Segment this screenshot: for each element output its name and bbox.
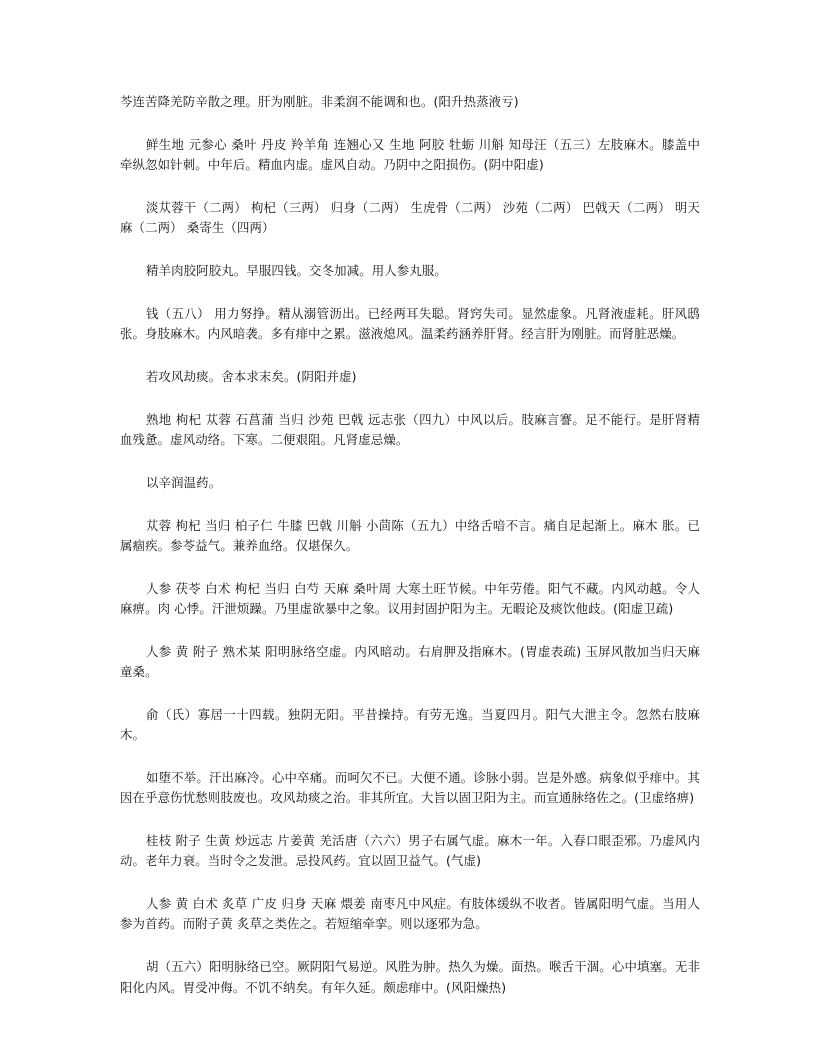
paragraph: 苁蓉 枸杞 当归 柏子仁 牛膝 巴戟 川斛 小茴陈（五九）中络舌喑不言。痛自足起渐上。麻木 胀。已属痼疾。参苓益气。兼养血络。仅堪保久。	[120, 517, 700, 553]
paragraph: 熟地 枸杞 苁蓉 石菖蒲 当归 沙苑 巴戟 远志张（四九）中风以后。肢麻言謇。足不能行。是肝肾精血残惫。虚风动络。下寒。二便艰阻。凡肾虚忌燥。	[120, 411, 700, 447]
paragraph: 人参 茯苓 白术 枸杞 当归 白芍 天麻 桑叶周 大寒土旺节候。中年劳倦。阳气不藏。内风动越。令人麻痹。肉 心悸。汗泄烦躁。乃里虚欲暴中之象。议用封固护阳为主。无暇论及痰饮他歧。(阳虚卫疏)	[120, 580, 700, 616]
paragraph: 如堕不举。汗出麻冷。心中卒痛。而呵欠不已。大便不通。诊脉小弱。岂是外感。病象似乎痱中。其因在乎意伤忧愁则肢废也。攻风劫痰之治。非其所宜。大旨以固卫阳为主。而宣通脉络佐之。(卫虚络痹)	[120, 769, 700, 806]
paragraph: 胡（五六）阳明脉络已空。厥阴阳气易逆。风胜为肿。热久为燥。面热。喉舌干涸。心中填塞。无非阳化内风。胃受冲侮。不饥不纳矣。有年久延。颇虑痱中。(风阳燥热)	[120, 959, 700, 995]
paragraph: 人参 黄 白术 炙草 广皮 归身 天麻 煨姜 南枣凡中风症。有肢体缓纵不收者。皆属阳明气虚。当用人参为首药。而附子黄 炙草之类佐之。若短缩牵挛。则以逐邪为急。	[120, 896, 700, 932]
paragraph: 精羊肉胶阿胶丸。早服四钱。交冬加减。用人参丸服。	[146, 262, 447, 278]
document-body	[120, 92, 700, 1020]
paragraph: 鲜生地 元参心 桑叶 丹皮 羚羊角 连翘心又 生地 阿胶 牡蛎 川斛 知母汪（五三）左肢麻木。膝盖中牵纵忽如针刺。中年后。精血内虚。虚风自动。乃阴中之阳损伤。(阴中阳虚)	[120, 136, 700, 173]
paragraph: 淡苁蓉干（二两） 枸杞（三两） 归身（二两） 生虎骨（二两） 沙苑（二两） 巴戟天（二两） 明天麻（二两） 桑寄生（四两）	[120, 199, 700, 236]
paragraph: 钱（五八） 用力努挣。精从溺管沥出。已经两耳失聪。肾窍失司。显然虚象。凡肾液虚耗。肝风鸱张。身肢麻木。内风暗袭。多有痱中之累。滋液熄风。温柔药涵养肝肾。经言肝为刚脏。而肾脏恶燥。	[120, 305, 700, 342]
paragraph: 芩连苦降羌防辛散之理。肝为刚脏。非柔润不能调和也。(阳升热蒸液亏)	[120, 94, 519, 109]
paragraph: 若攻风劫痰。舍本求末矣。(阴阳并虚)	[146, 368, 357, 384]
paragraph: 人参 黄 附子 熟术某 阳明脉络空虚。内风暗动。右肩胛及指麻木。(胃虚表疏) 玉屏风散加当归天麻童桑。	[120, 643, 700, 680]
paragraph: 俞（氏）寡居一十四载。独阴无阳。平昔操持。有劳无逸。当夏四月。阳气大泄主令。忽然右肢麻木。	[120, 706, 700, 743]
paragraph: 桂枝 附子 生黄 炒远志 片姜黄 羌活唐（六六）男子右属气虚。麻木一年。入春口眼歪邪。乃虚风内动。老年力衰。当时令之发泄。忌投风药。宜以固卫益气。(气虚)	[120, 833, 700, 869]
paragraph: 以辛润温药。	[146, 474, 222, 490]
